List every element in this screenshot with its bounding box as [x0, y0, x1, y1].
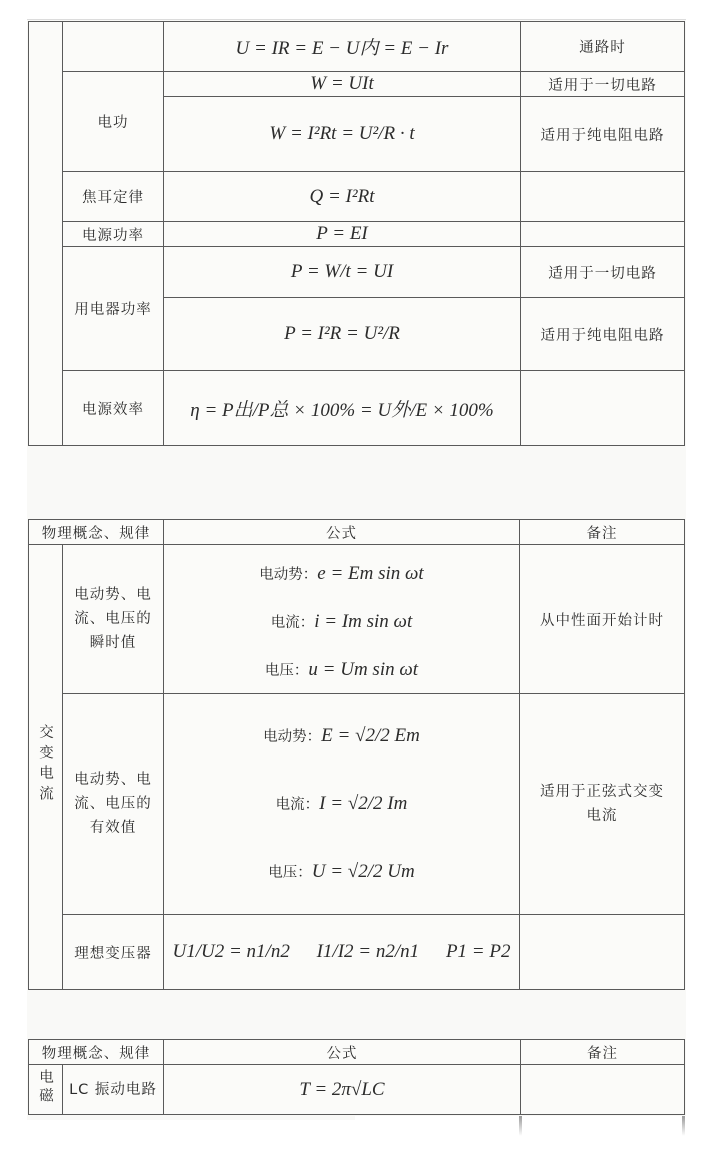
note-cell: [521, 172, 685, 222]
formula-lc-period: [164, 1065, 521, 1115]
formula-power-general: [164, 247, 521, 298]
formula-label: 电流：: [275, 797, 320, 813]
formula-power-resistive: [164, 298, 521, 371]
formula-source-power: [164, 222, 521, 247]
table-row: [29, 172, 685, 222]
formula-work-general: [164, 72, 521, 97]
formula: U = IR = E − U内 = E − Ir: [235, 38, 449, 59]
formula-instantaneous: [164, 545, 520, 694]
table-row: [29, 915, 685, 990]
table-alternating-current: [28, 519, 685, 990]
header-formula: 公式: [164, 520, 520, 545]
note-cell: [521, 1065, 685, 1115]
header-note: 备注: [521, 1040, 685, 1065]
table-electromagnetic: [28, 1039, 685, 1115]
table-header-row: [29, 1040, 685, 1065]
formula-efficiency: [164, 371, 521, 446]
concept-cell: 电动势、电流、电压的瞬时值: [63, 545, 164, 694]
white-overlay: [355, 1116, 722, 1157]
table-row: [29, 545, 685, 694]
table-electric-power: [28, 21, 685, 446]
formula-transformer: [164, 915, 520, 990]
note-cell: 从中性面开始计时: [520, 545, 685, 694]
table-row: [29, 222, 685, 247]
formula-label: 电压：: [264, 663, 309, 679]
formula-label: 电动势：: [259, 567, 318, 583]
formula-terminal-voltage: [164, 22, 521, 72]
concept-cell: LC 振动电路: [63, 1065, 164, 1115]
formula-effective: [164, 694, 520, 915]
concept-cell: 焦耳定律: [63, 172, 164, 222]
concept-cell: [63, 22, 164, 72]
note-cell: [521, 371, 685, 446]
formula-line: [164, 793, 519, 815]
table-row: [29, 22, 685, 72]
formula-line: [164, 725, 519, 747]
formula-joule: [164, 172, 521, 222]
formula: P = EI: [316, 223, 368, 244]
formula-line: [164, 861, 519, 883]
table-row: [29, 371, 685, 446]
formula-power-equal: P1 = P2: [445, 941, 511, 962]
faded-line: [519, 1116, 522, 1136]
formula-line: [164, 611, 519, 633]
table-row: [29, 694, 685, 915]
category-label: 电磁: [37, 1069, 53, 1106]
formula-expr: e = Em sin ωt: [317, 563, 424, 584]
concept-cell: 电源功率: [63, 222, 164, 247]
table-row: [29, 247, 685, 298]
header-formula: 公式: [164, 1040, 521, 1065]
table-header-row: [29, 520, 685, 545]
faded-line: [682, 1116, 685, 1136]
formula-work-resistive: [164, 97, 521, 172]
header-concept: 物理概念、规律: [29, 520, 164, 545]
formula-voltage-ratio: U1/U2 = n1/n2: [172, 941, 290, 962]
concept-cell: 用电器功率: [63, 247, 164, 371]
note-cell: 适用于纯电阻电路: [521, 298, 685, 371]
formula-expr: u = Um sin ωt: [308, 659, 419, 680]
formula: Q = I²Rt: [309, 185, 375, 207]
formula-label: 电动势：: [263, 729, 322, 745]
header-concept: 物理概念、规律: [29, 1040, 164, 1065]
table-row: [29, 1065, 685, 1115]
formula: η = P出/P总 × 100% = U外/E × 100%: [190, 399, 494, 421]
note-cell: 适用于一切电路: [521, 72, 685, 97]
formula-label: 电压：: [268, 865, 312, 881]
formula-expr: U = √2/2 Um: [311, 861, 415, 882]
category-cell: [29, 545, 63, 990]
formula-line: [164, 563, 519, 585]
formula: W = I²Rt = U²/R · t: [269, 123, 415, 144]
concept-cell: 电功: [63, 72, 164, 172]
note-cell: 适用于纯电阻电路: [521, 97, 685, 172]
note-cell: [521, 222, 685, 247]
category-cell: [29, 22, 63, 446]
formula-current-ratio: I1/I2 = n2/n1: [316, 941, 420, 962]
formula: P = I²R = U²/R: [284, 323, 400, 344]
category-label: 交变电流: [37, 724, 53, 806]
concept-cell: 电动势、电流、电压的有效值: [63, 694, 164, 915]
formula-expr: I = √2/2 Im: [319, 793, 408, 814]
formula: T = 2π√LC: [299, 1078, 385, 1100]
category-cell: [29, 1065, 63, 1115]
formula: W = UIt: [310, 73, 374, 94]
formula-line: [164, 659, 519, 681]
note-cell: 通路时: [521, 22, 685, 72]
formula: P = W/t = UI: [290, 261, 394, 282]
note-cell: [520, 915, 685, 990]
formula-expr: i = Im sin ωt: [314, 611, 413, 632]
note-cell: 适用于一切电路: [521, 247, 685, 298]
formula-label: 电流：: [270, 615, 315, 631]
header-note: 备注: [520, 520, 685, 545]
note-cell: 适用于正弦式交变电流: [520, 694, 685, 915]
table-row: [29, 72, 685, 97]
formula-expr: E = √2/2 Em: [321, 725, 420, 746]
concept-cell: 电源效率: [63, 371, 164, 446]
concept-cell: 理想变压器: [63, 915, 164, 990]
